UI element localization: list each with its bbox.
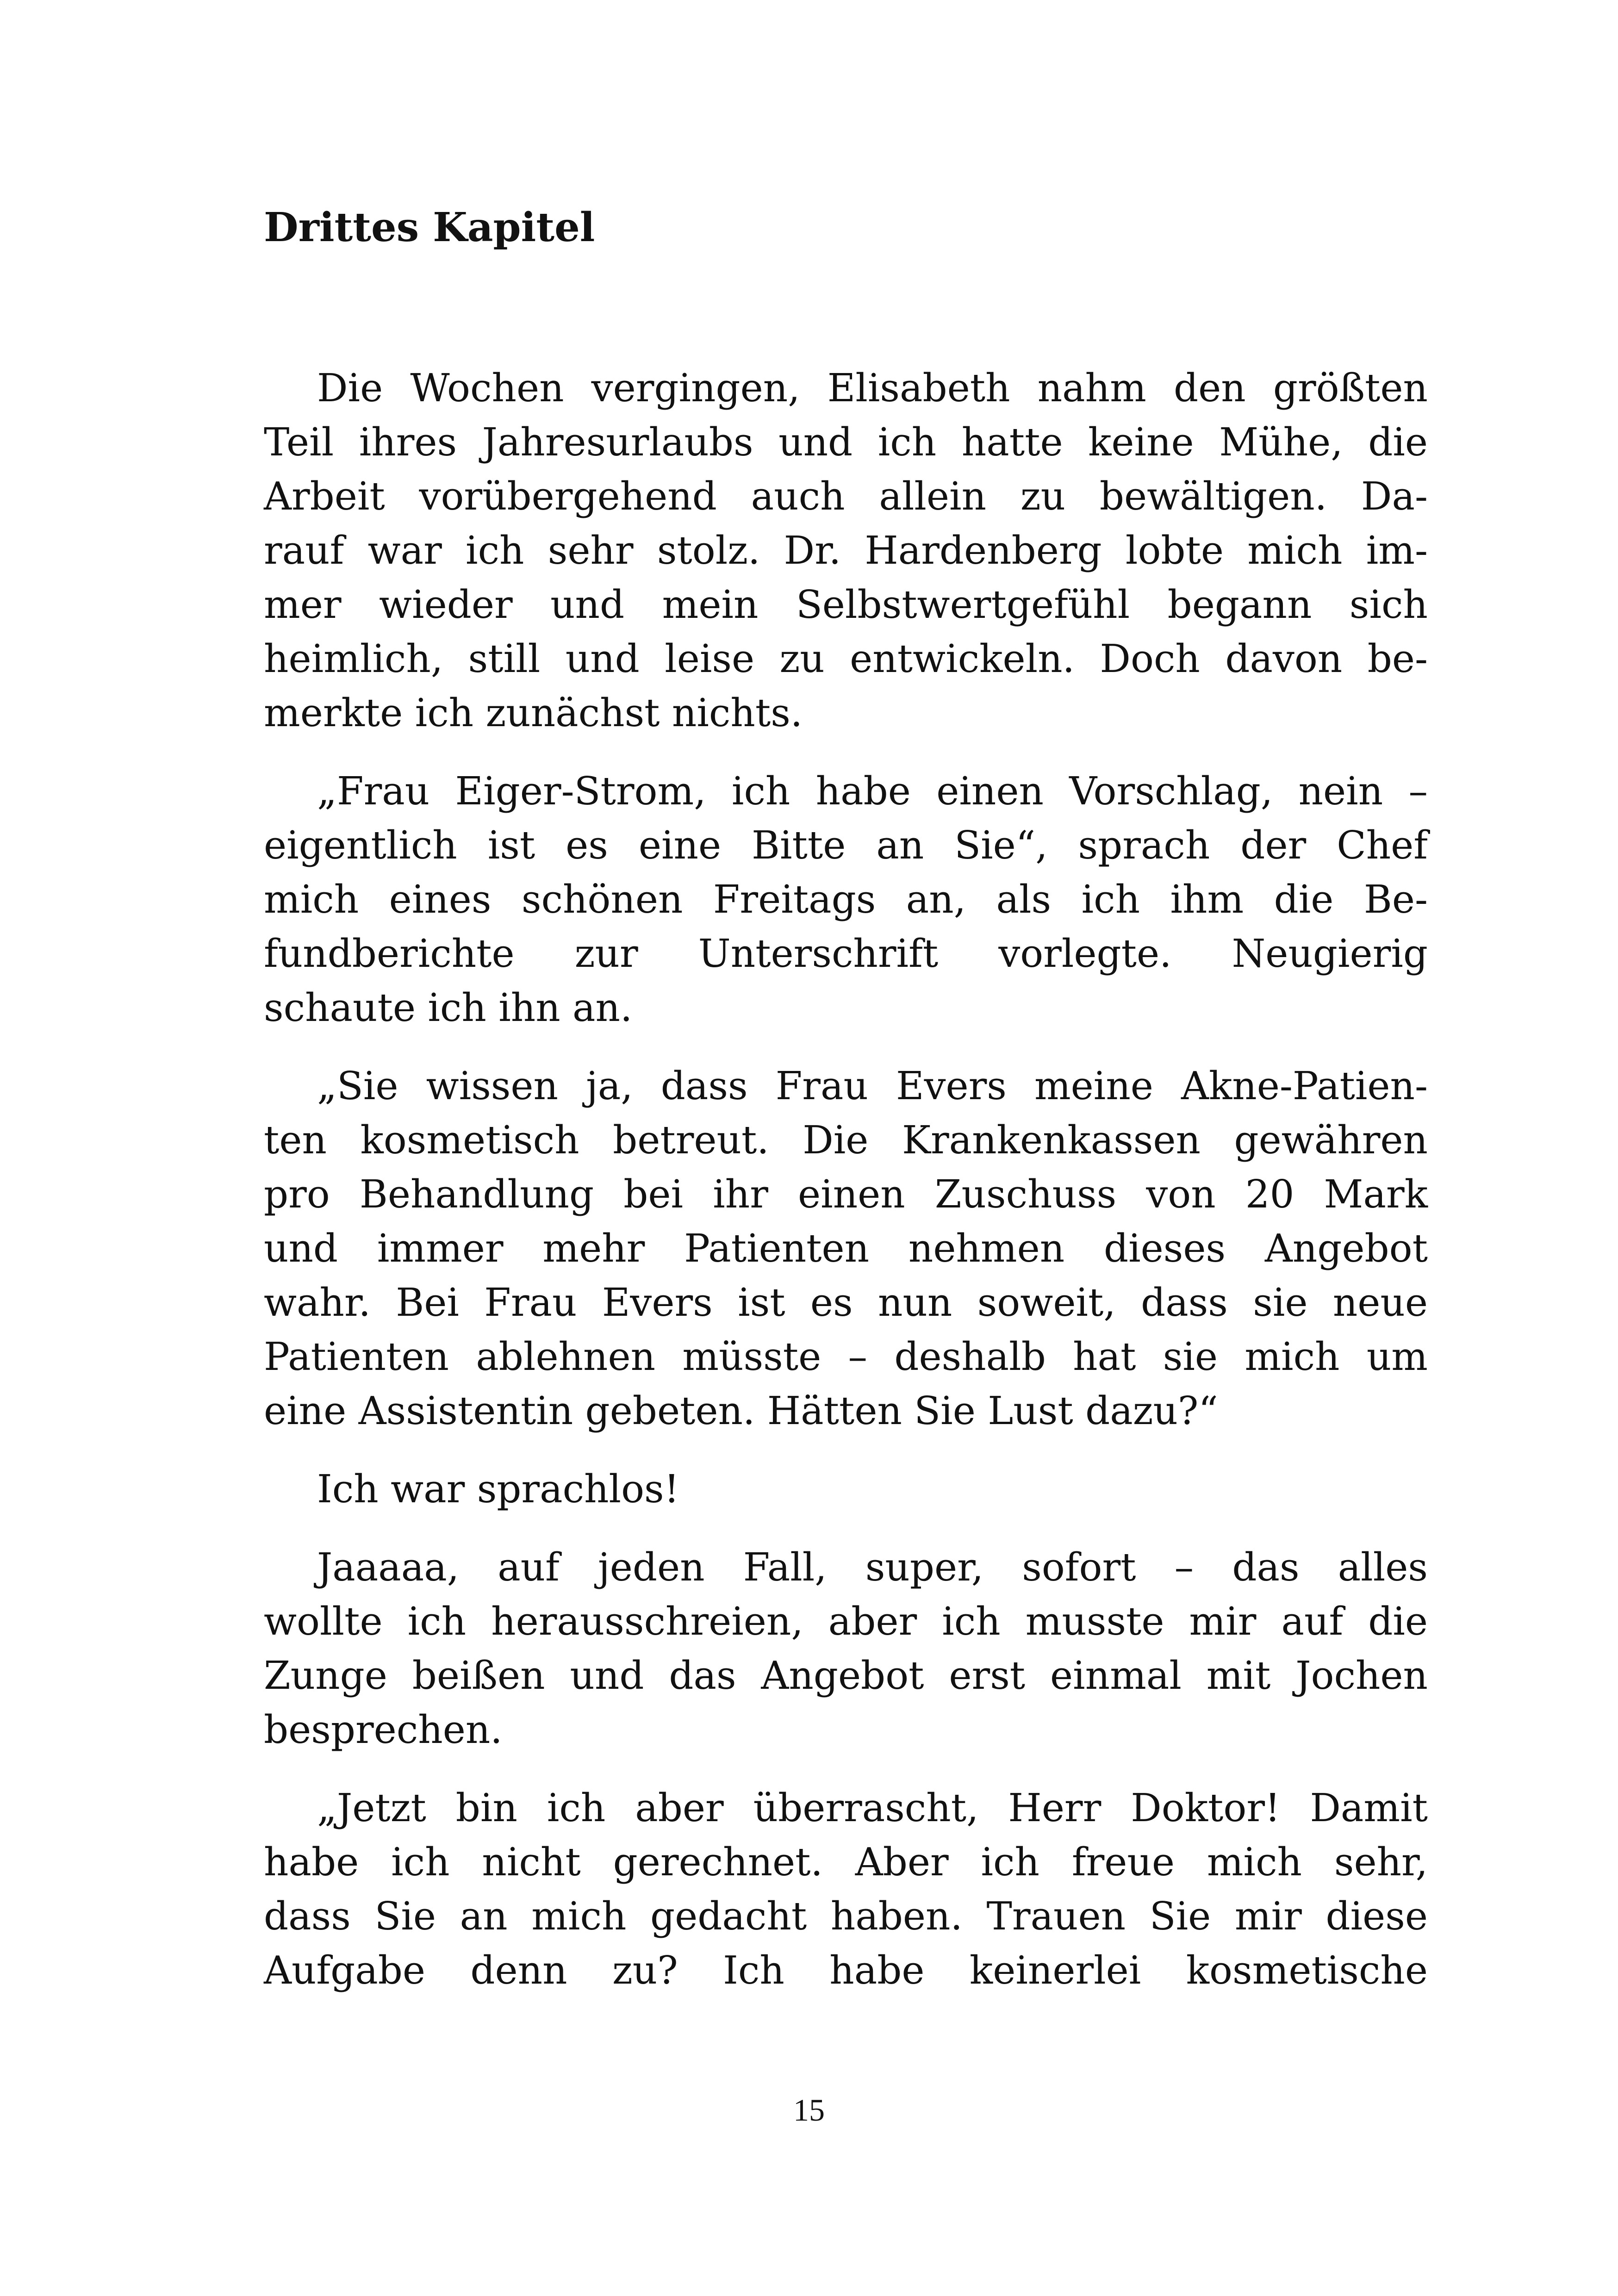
text-line: eine Assistentin gebeten. Hätten Sie Lust dazu?“ [264, 1388, 1218, 1433]
body-text [211, 361, 1428, 2022]
text-line: Teil ihres Jahresurlaubs und ich hatte keine Mühe, die [264, 420, 1428, 465]
text-line: eigentlich ist es eine Bitte an Sie“, sprach der Chef [264, 823, 1428, 868]
paragraph-6 [211, 1781, 1428, 1997]
text-line: Zunge beißen und das Angebot erst einmal mit Jochen [264, 1653, 1428, 1698]
text-line: Aufgabe denn zu? Ich habe keinerlei kosmetische [264, 1948, 1428, 1993]
text-line: mich eines schönen Freitags an, als ich ihm die Be- [264, 877, 1428, 922]
text-line: wollte ich herausschreien, aber ich musste mir auf die [264, 1599, 1428, 1644]
paragraph-1 [211, 361, 1428, 740]
paragraph-5 [211, 1540, 1428, 1757]
text-line: „Frau Eiger-Strom, ich habe einen Vorschlag, nein – [317, 769, 1428, 814]
text-line: heimlich, still und leise zu entwickeln. Doch davon be- [264, 636, 1428, 681]
text-line: Jaaaaa, auf jeden Fall, super, sofort – das alles [317, 1545, 1428, 1590]
text-line: ten kosmetisch betreut. Die Krankenkassen gewähren [264, 1118, 1428, 1163]
paragraph-4 [211, 1462, 1428, 1516]
page-number: 15 [793, 2092, 825, 2128]
text-line: „Sie wissen ja, dass Frau Evers meine Akne-Patien- [317, 1064, 1428, 1108]
text-line: dass Sie an mich gedacht haben. Trauen Sie mir diese [264, 1894, 1428, 1939]
text-line: merkte ich zunächst nichts. [264, 691, 803, 735]
text-line: Patienten ablehnen müsste – deshalb hat sie mich um [264, 1334, 1428, 1379]
text-line: Ich war sprachlos! [317, 1467, 679, 1512]
text-line: wahr. Bei Frau Evers ist es nun soweit, dass sie neue [264, 1280, 1428, 1325]
chapter-title: Drittes Kapitel [264, 204, 595, 251]
text-line: fundberichte zur Unterschrift vorlegte. Neugierig [264, 931, 1428, 976]
text-line: schaute ich ihn an. [264, 985, 633, 1030]
paragraph-3 [211, 1059, 1428, 1438]
text-line: Die Wochen vergingen, Elisabeth nahm den größten [317, 366, 1428, 411]
text-line: Arbeit vorübergehend auch allein zu bewältigen. Da- [264, 474, 1428, 519]
text-line: und immer mehr Patienten nehmen dieses Angebot [264, 1226, 1428, 1271]
text-line: mer wieder und mein Selbstwertgefühl begann sich [264, 582, 1428, 627]
paragraph-2 [211, 764, 1428, 1035]
text-line: habe ich nicht gerechnet. Aber ich freue mich sehr, [264, 1840, 1428, 1885]
text-line: besprechen. [264, 1707, 503, 1752]
text-line: pro Behandlung bei ihr einen Zuschuss von 20 Mark [264, 1172, 1428, 1217]
text-line: rauf war ich sehr stolz. Dr. Hardenberg lobte mich im- [264, 528, 1428, 573]
text-line: „Jetzt bin ich aber überrascht, Herr Doktor! Damit [317, 1786, 1428, 1830]
